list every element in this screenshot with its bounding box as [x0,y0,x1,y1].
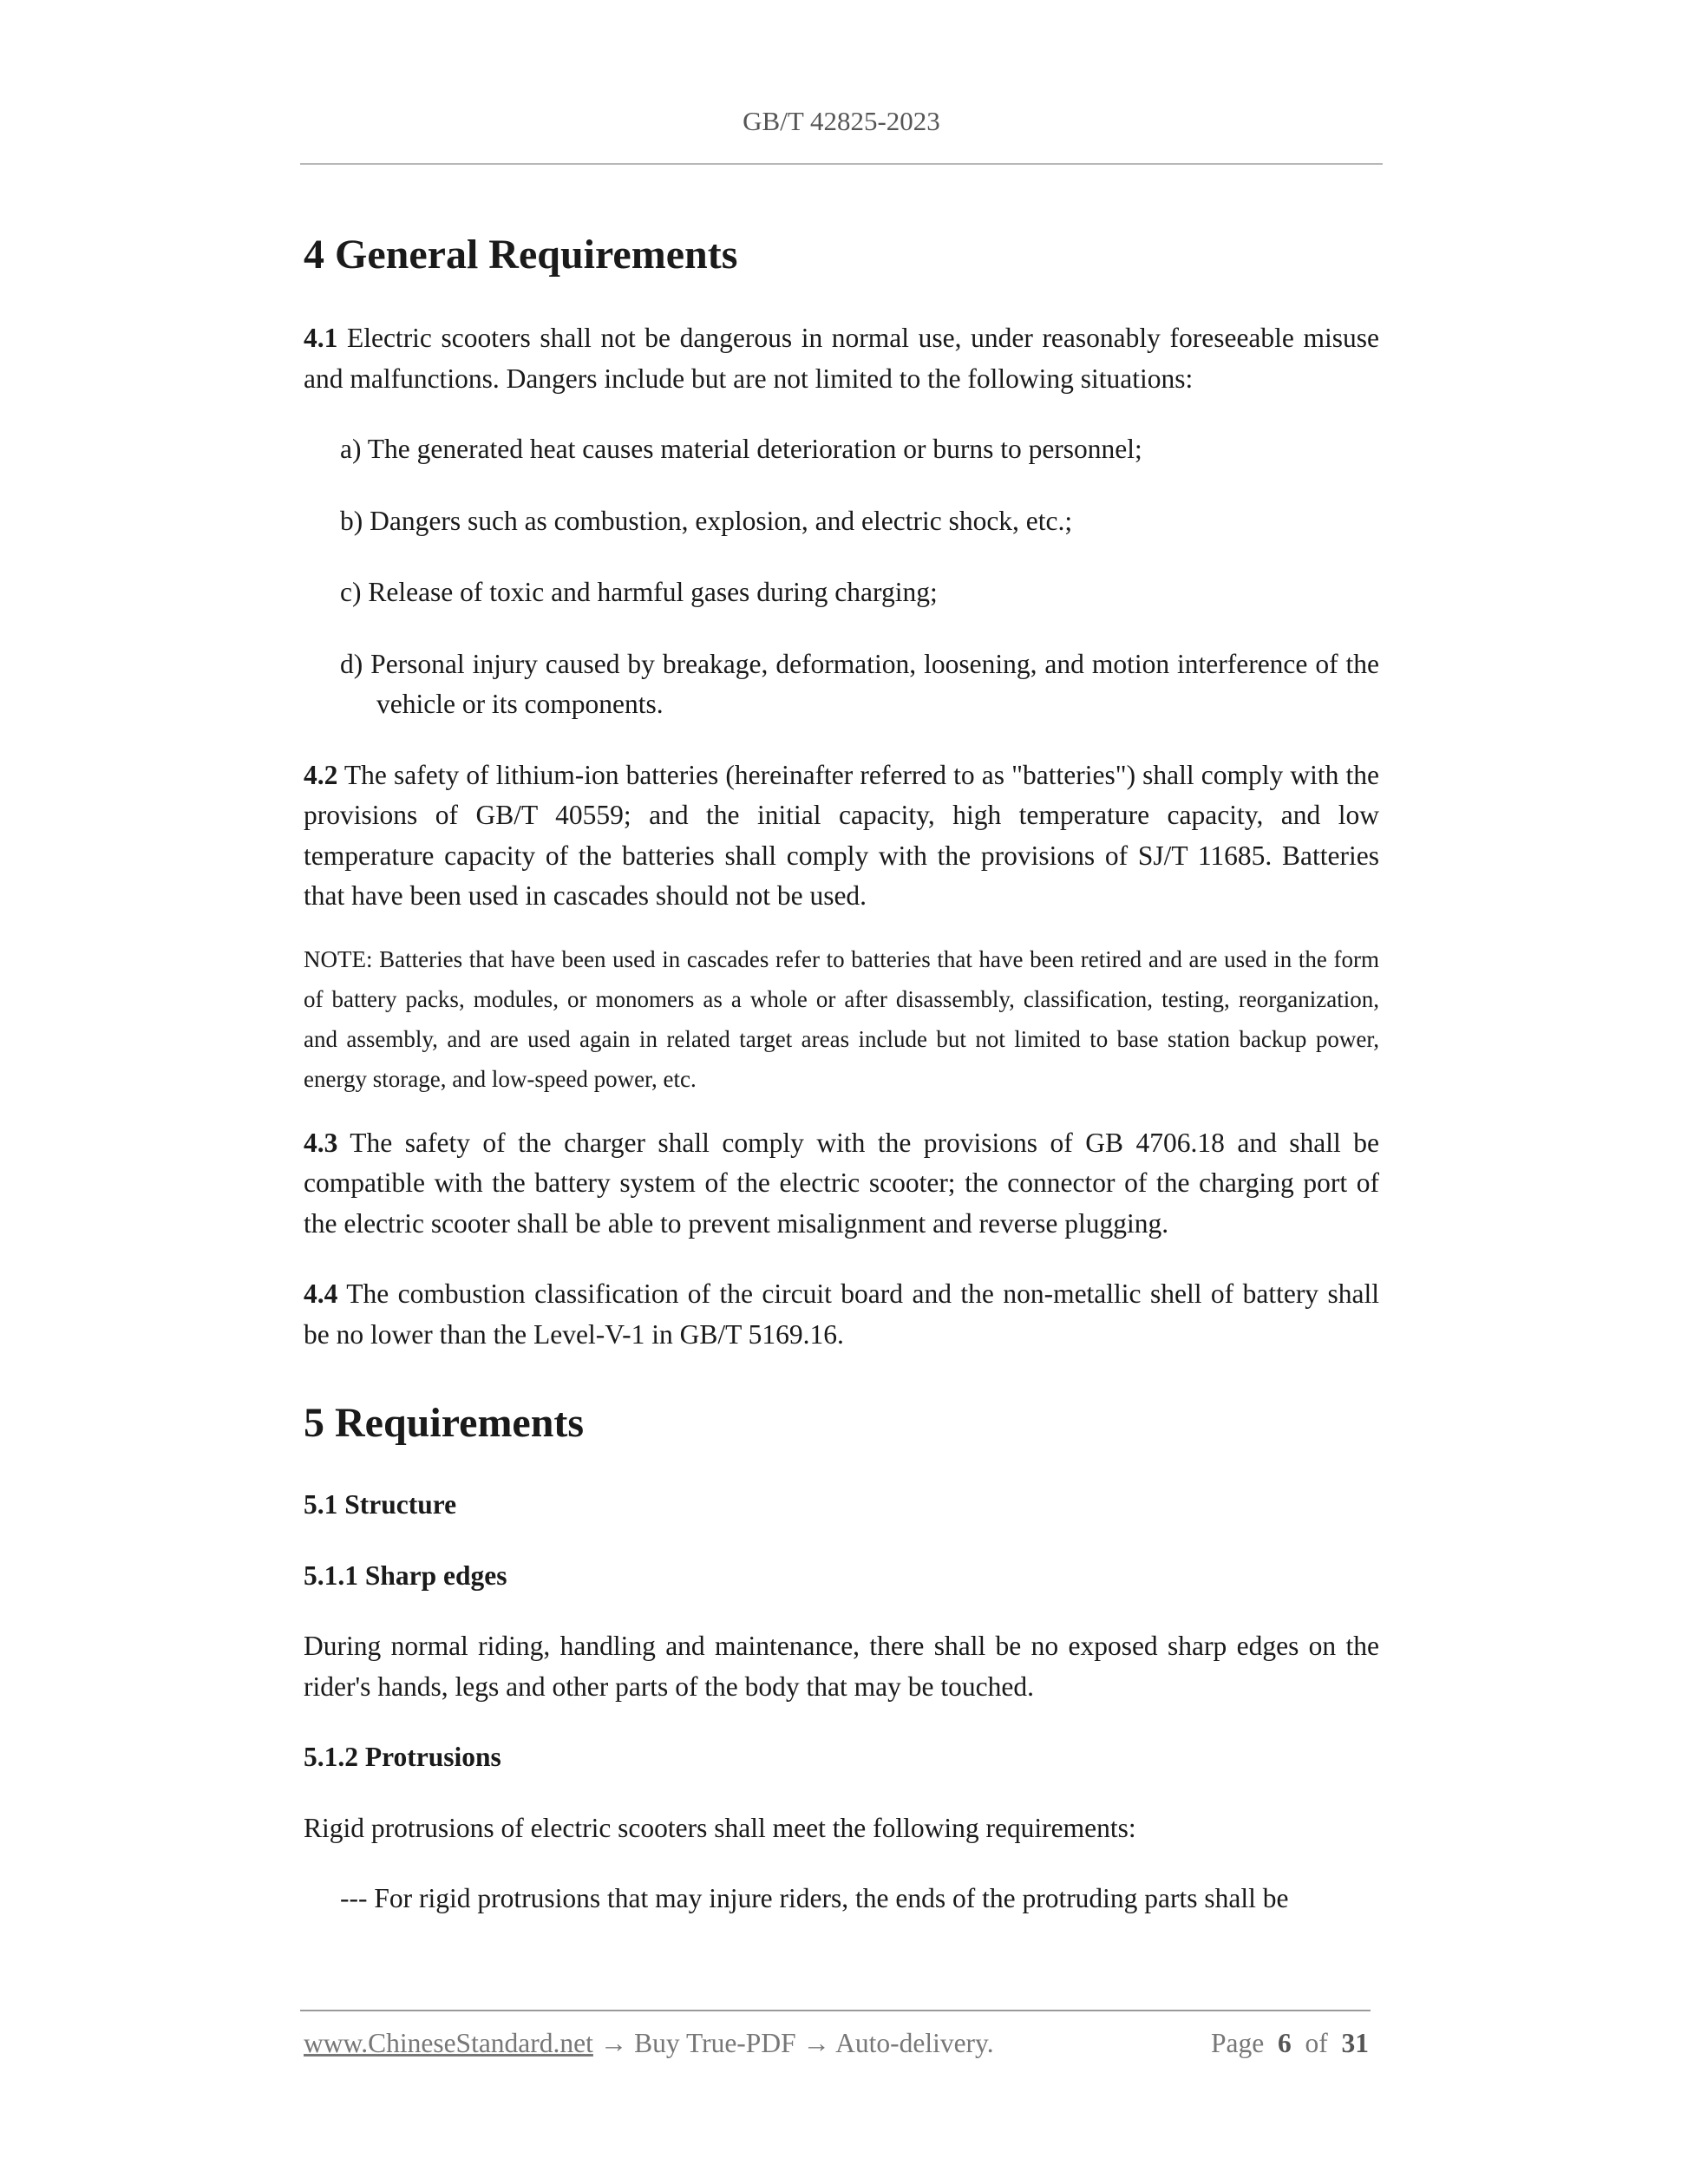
list-item-b: b) Dangers such as combustion, explosion, and electric shock, etc.; [340,505,1073,536]
subsection-5-1-1-title: 5.1.1 Sharp edges [304,1560,507,1591]
protrusion-requirement-item: --- For rigid protrusions that may injure riders, the ends of the protruding parts shall be [340,1883,1289,1913]
clause-4-3-text: The safety of the charger shall comply with the provisions of GB 4706.18 and shall be compatible with the battery system of the electric scooter; the connector of the charging port of the electric scooter shall be able to prevent misalignment and reverse plugging. [304,1127,1379,1239]
website-link[interactable]: www.ChineseStandard.net [304,2028,593,2058]
header-divider [300,163,1383,165]
subsection-5-1-title: 5.1 Structure [304,1489,457,1520]
clause-4-2-number: 4.2 [304,759,338,790]
buy-pdf-text: Buy True-PDF [627,2028,803,2058]
clause-4-4-number: 4.4 [304,1278,338,1309]
auto-delivery-text: Auto-delivery. [829,2028,994,2058]
arrow-right-icon: → [802,2028,830,2058]
arrow-right-icon: → [599,2028,628,2058]
clause-4-4-text: The combustion classification of the circuit board and the non-metallic shell of battery shall be no lower than the Level-V-1 in GB/T 5169.16. [304,1278,1379,1350]
list-item-c: c) Release of toxic and harmful gases during charging; [340,577,938,607]
clause-4-3-number: 4.3 [304,1127,338,1158]
page-footer [304,2028,1369,2059]
clause-4-1-text: Electric scooters shall not be dangerous in normal use, under reasonably foreseeable misuse and malfunctions. Dangers include but are not limited to the following situations: [304,323,1379,394]
section-4-title: 4 General Requirements [304,232,738,278]
clause-4-3 [304,1123,1379,1245]
total-page-count: 31 [1341,2028,1369,2058]
section-5-title: 5 Requirements [304,1400,585,1446]
page-indicator [1211,2028,1369,2059]
clause-4-4 [304,1274,1379,1355]
footer-divider [300,2010,1371,2011]
list-item-d: d) Personal injury caused by breakage, deformation, loosening, and motion interference of the vehicle or its components. [340,648,1379,719]
clause-5-1-1-text: During normal riding, handling and maintenance, there shall be no exposed sharp edges on the rider's hands, legs and other parts of the body that may be touched. [304,1631,1379,1702]
list-item-a: a) The generated heat causes material deterioration or burns to personnel; [340,434,1142,464]
clause-4-1 [304,318,1379,399]
clause-4-2 [304,755,1379,917]
subsection-5-1-2-title: 5.1.2 Protrusions [304,1742,501,1772]
document-code-header: GB/T 42825-2023 [743,106,940,136]
note-4-2: NOTE: Batteries that have been used in cascades refer to batteries that have been retired and are used in the form of battery packs, modules, or monomers as a whole or after disassembly, classification, testing, reorganization, and assembly, and are used again in related target areas include but not limited to base station backup power, energy storage, and low-speed power, etc. [304,945,1379,1092]
of-label: of [1305,2028,1328,2058]
clause-4-2-text: The safety of lithium-ion batteries (hereinafter referred to as "batteries") shall comply with the provisions of GB/T 40559; and the initial capacity, high temperature capacity, and low temperature capacity of the batteries shall comply with the provisions of SJ/T 11685. Batteries that have been used in cascades should not be used. [304,759,1379,911]
clause-5-1-2-text: Rigid protrusions of electric scooters shall meet the following requirements: [304,1812,1136,1843]
current-page-number: 6 [1278,2028,1292,2058]
page-label: Page [1211,2028,1265,2058]
clause-4-1-number: 4.1 [304,323,338,353]
page-content [304,224,1379,1919]
